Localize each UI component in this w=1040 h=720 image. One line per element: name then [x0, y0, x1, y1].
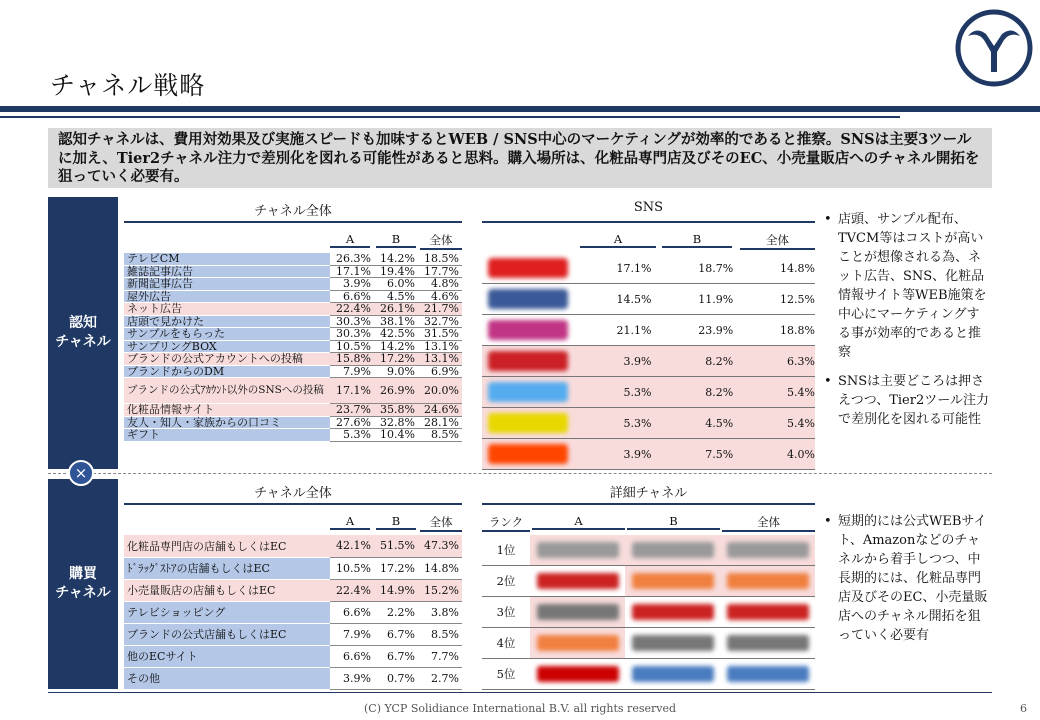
cell-a: 15.8% — [330, 353, 374, 366]
bullet-text: 短期的には公式WEBサイト、Amazonなどのチャネルから着手しつつ、中長期的には、化粧品専門店及びそのEC、小売量販店へのチャネル開拓を狙っていく必要有 — [838, 514, 988, 643]
table-row — [124, 290, 462, 303]
purchase-bullets — [824, 512, 992, 645]
brand-cell — [720, 659, 815, 689]
cell-a: 3.9% — [623, 447, 652, 461]
col-header-b: B — [376, 232, 416, 248]
cell-b: 9.0% — [374, 365, 418, 378]
cell-all: 6.9% — [418, 365, 462, 378]
cell-b: 14.2% — [374, 340, 418, 353]
table-row — [124, 340, 462, 353]
row-label: 友人・知人・家族からの口コミ — [124, 416, 330, 429]
col-header-b: B — [376, 514, 416, 530]
cell-b: 32.8% — [374, 416, 418, 429]
rank-row — [482, 566, 815, 597]
bullet-text: 店頭、サンプル配布、TVCM等はコストが高いことが想像される為、ネット広告、SNS、化粧品情報サイト等WEB施策を中心にマーケティングする事が効率的であると推察 — [838, 212, 987, 360]
cell-a: 14.5% — [616, 292, 652, 306]
rank-label: 5位 — [496, 667, 516, 681]
cell-all: 5.4% — [787, 385, 815, 399]
cell-all: 7.7% — [418, 645, 462, 667]
cell-a: 23.7% — [330, 404, 374, 417]
table-row — [124, 404, 462, 417]
table-row — [124, 579, 462, 601]
cell-all: 17.7% — [418, 265, 462, 278]
pinterest-logo — [488, 351, 568, 371]
brand-cell — [625, 628, 720, 658]
row-label: サンプルをもらった — [124, 328, 330, 341]
target-logo — [537, 573, 619, 589]
reddit-logo — [488, 444, 568, 464]
row-label: ブランドの公式ｱｶｳﾝﾄ以外のSNSへの投稿 — [124, 378, 330, 404]
purchase-overall-table — [124, 535, 462, 690]
bullet-text: SNSは主要どころは押さえつつ、Tier2ツール注力で差別化を図れる可能性 — [838, 374, 989, 427]
sns-row — [482, 377, 815, 408]
heading-rule — [124, 221, 462, 223]
sns-row — [482, 315, 815, 346]
cell-b: 8.2% — [705, 354, 734, 368]
rank-label: 1位 — [496, 543, 516, 557]
row-label: 新聞記事広告 — [124, 278, 330, 291]
brand-cell — [720, 628, 815, 658]
brand-cell — [720, 566, 815, 596]
cell-b: 19.4% — [374, 265, 418, 278]
detail-col-rank: ランク — [482, 514, 530, 532]
title-rule-thin — [0, 116, 900, 118]
cell-a: 30.3% — [330, 328, 374, 341]
brand-cell — [530, 597, 625, 627]
cell-b: 26.1% — [374, 303, 418, 316]
table-row — [124, 265, 462, 278]
sns-col-b: B — [662, 232, 732, 248]
brand-cell — [720, 597, 815, 627]
col-header-a: A — [330, 514, 370, 530]
cross-icon: × — [68, 460, 94, 486]
row-label: テレビCM — [124, 253, 330, 265]
col-header-all: 全体 — [420, 514, 462, 532]
cell-all: 13.1% — [418, 353, 462, 366]
brand-cell — [625, 659, 720, 689]
bullet-dot: • — [824, 514, 832, 529]
youtube-logo — [488, 258, 568, 278]
cell-a: 27.6% — [330, 416, 374, 429]
cell-b: 14.9% — [374, 579, 418, 601]
table-row — [124, 303, 462, 316]
cell-all: 4.0% — [787, 447, 815, 461]
sns-col-a: A — [580, 232, 656, 248]
table-row — [124, 416, 462, 429]
table-row — [124, 253, 462, 265]
cell-b: 4.5% — [374, 290, 418, 303]
sephora-logo — [727, 542, 809, 558]
cell-a: 17.1% — [330, 265, 374, 278]
cell-all: 13.1% — [418, 340, 462, 353]
table-row — [124, 365, 462, 378]
cell-a: 6.6% — [330, 601, 374, 623]
brand-cell — [530, 566, 625, 596]
row-label: ﾄﾞﾗｯｸﾞｽﾄｱの店舗もしくはEC — [124, 557, 330, 579]
row-label: 雑誌記事広告 — [124, 265, 330, 278]
row-label: 化粧品情報サイト — [124, 404, 330, 417]
sns-row — [482, 439, 815, 470]
page-number: 6 — [1020, 702, 1027, 715]
bullet-dot: • — [824, 374, 832, 389]
cell-a: 7.9% — [330, 365, 374, 378]
row-label: ブランドの公式店舗もしくはEC — [124, 623, 330, 645]
cell-a: 10.5% — [330, 340, 374, 353]
amazon-logo — [632, 635, 714, 651]
rank-row — [482, 628, 815, 659]
cell-all: 32.7% — [418, 315, 462, 328]
title-rule — [0, 106, 1040, 112]
cell-all: 14.8% — [418, 557, 462, 579]
heading-rule — [124, 503, 462, 505]
cell-b: 10.4% — [374, 429, 418, 442]
company-logo — [954, 8, 1034, 88]
walmart-logo — [727, 666, 809, 682]
sns-row — [482, 408, 815, 439]
cell-b: 6.0% — [374, 278, 418, 291]
cell-b: 7.5% — [705, 447, 734, 461]
cell-b: 2.2% — [374, 601, 418, 623]
instagram-logo — [488, 320, 568, 340]
cell-b: 42.5% — [374, 328, 418, 341]
cell-all: 5.4% — [787, 416, 815, 430]
section-divider — [48, 473, 992, 474]
cell-a: 26.3% — [330, 253, 374, 265]
cell-all: 3.8% — [418, 601, 462, 623]
awareness-side-label: 認知 チャネル — [48, 197, 118, 469]
cell-all: 47.3% — [418, 535, 462, 557]
detail-heading: 詳細チャネル — [609, 486, 688, 501]
cell-a: 3.9% — [330, 667, 374, 689]
purchase-overall-heading: チャネル全体 — [254, 486, 332, 501]
cell-all: 28.1% — [418, 416, 462, 429]
page-title: チャネル戦略 — [50, 71, 206, 100]
sns-row — [482, 346, 815, 377]
cell-all: 18.5% — [418, 253, 462, 265]
cell-all: 18.8% — [780, 323, 815, 337]
cell-b: 0.7% — [374, 667, 418, 689]
bullet-item — [824, 372, 992, 429]
cell-a: 30.3% — [330, 315, 374, 328]
target-logo — [727, 604, 809, 620]
cell-all: 4.8% — [418, 278, 462, 291]
heading-rule — [482, 221, 815, 223]
bullet-item — [824, 210, 992, 362]
rank-label: 4位 — [496, 636, 516, 650]
twitter-logo — [488, 382, 568, 402]
table-row — [124, 278, 462, 291]
row-label: 他のECサイト — [124, 645, 330, 667]
row-label: 店頭で見かけた — [124, 315, 330, 328]
row-label: ブランドからのDM — [124, 365, 330, 378]
cell-a: 10.5% — [330, 557, 374, 579]
cell-all: 14.8% — [780, 261, 815, 275]
cell-all: 4.6% — [418, 290, 462, 303]
cell-b: 14.2% — [374, 253, 418, 265]
cell-b: 17.2% — [374, 557, 418, 579]
row-label: 屋外広告 — [124, 290, 330, 303]
row-label: 化粧品専門店の店舗もしくはEC — [124, 535, 330, 557]
cell-a: 6.6% — [330, 645, 374, 667]
cell-b: 26.9% — [374, 378, 418, 404]
sns-heading: SNS — [633, 200, 664, 215]
detail-col-all: 全体 — [722, 514, 815, 532]
detail-col-b: B — [627, 514, 720, 530]
brand-cell — [625, 566, 720, 596]
awareness-overall-table — [124, 253, 462, 442]
cell-a: 3.9% — [330, 278, 374, 291]
walmart-logo — [632, 666, 714, 682]
row-label: ブランドの公式アカウントへの投稿 — [124, 353, 330, 366]
cell-a: 5.3% — [623, 385, 652, 399]
table-row — [124, 328, 462, 341]
cell-a: 17.1% — [616, 261, 652, 275]
brand-cell — [530, 659, 625, 689]
table-row — [124, 623, 462, 645]
ulta-logo — [632, 573, 714, 589]
cell-b: 17.2% — [374, 353, 418, 366]
rank-row — [482, 659, 815, 690]
cell-b: 18.7% — [698, 261, 734, 275]
target-logo — [632, 604, 714, 620]
cell-b: 23.9% — [698, 323, 734, 337]
sephora-logo — [632, 542, 714, 558]
row-label: テレビショッピング — [124, 601, 330, 623]
cell-all: 21.7% — [418, 303, 462, 316]
cell-b: 51.5% — [374, 535, 418, 557]
cell-b: 38.1% — [374, 315, 418, 328]
cell-a: 22.4% — [330, 579, 374, 601]
table-row — [124, 378, 462, 404]
copyright: (C) YCP Solidiance International B.V. all rights reserved — [363, 702, 677, 715]
row-label: ネット広告 — [124, 303, 330, 316]
cell-all: 24.6% — [418, 404, 462, 417]
table-row — [124, 353, 462, 366]
rank-row — [482, 597, 815, 628]
row-label: 小売量販店の店舗もしくはEC — [124, 579, 330, 601]
cell-a: 7.9% — [330, 623, 374, 645]
sns-col-all: 全体 — [740, 232, 815, 250]
row-label: その他 — [124, 667, 330, 689]
table-row — [124, 557, 462, 579]
cell-all: 15.2% — [418, 579, 462, 601]
row-label: サンプリングBOX — [124, 340, 330, 353]
cell-all: 8.5% — [418, 623, 462, 645]
rank-label: 3位 — [496, 605, 516, 619]
brand-cell — [530, 628, 625, 658]
purchase-side-label: 購買 チャネル — [48, 479, 118, 689]
cell-all: 2.7% — [418, 667, 462, 689]
table-row — [124, 429, 462, 442]
cell-b: 35.8% — [374, 404, 418, 417]
cell-b: 6.7% — [374, 645, 418, 667]
cell-b: 6.7% — [374, 623, 418, 645]
brand-cell — [625, 535, 720, 565]
row-label: ギフト — [124, 429, 330, 442]
table-row — [124, 601, 462, 623]
summary-box: 認知チャネルは、費用対効果及び実施スピードも加味するとWEB / SNS中心のマーケティングが効率的であると推察。SNSは主要3ツールに加え、Tier2チャネル注力で差別化を図れる可能性があると思料。購入場所は、化粧品専門店及びそのEC、小売量販店へのチャネル開拓を狙っていく必要有。 — [48, 128, 992, 188]
brand-cell — [720, 535, 815, 565]
cvs-logo — [537, 666, 619, 682]
table-row — [124, 667, 462, 689]
cell-a: 6.6% — [330, 290, 374, 303]
sns-row — [482, 253, 815, 284]
awareness-bullets — [824, 210, 992, 429]
cell-all: 12.5% — [780, 292, 815, 306]
cell-all: 8.5% — [418, 429, 462, 442]
cell-a: 22.4% — [330, 303, 374, 316]
sephora-logo — [537, 542, 619, 558]
sns-row — [482, 284, 815, 315]
table-row — [124, 645, 462, 667]
amazon-logo — [727, 635, 809, 651]
cell-a: 5.3% — [623, 416, 652, 430]
cell-b: 11.9% — [698, 292, 734, 306]
cell-a: 21.1% — [616, 323, 652, 337]
cell-all: 6.3% — [787, 354, 815, 368]
facebook-logo — [488, 289, 568, 309]
detail-col-a: A — [532, 514, 625, 530]
col-header-all: 全体 — [420, 232, 462, 250]
cell-a: 3.9% — [623, 354, 652, 368]
cell-all: 31.5% — [418, 328, 462, 341]
col-header-a: A — [330, 232, 370, 248]
rank-label: 2位 — [496, 574, 516, 588]
ulta-logo — [727, 573, 809, 589]
cell-a: 42.1% — [330, 535, 374, 557]
awareness-overall-heading: チャネル全体 — [254, 204, 332, 219]
ulta-logo — [537, 635, 619, 651]
cell-b: 4.5% — [705, 416, 734, 430]
heading-rule — [482, 503, 815, 505]
cell-a: 17.1% — [330, 378, 374, 404]
amazon-logo — [537, 604, 619, 620]
snapchat-logo — [488, 413, 568, 433]
brand-cell — [530, 535, 625, 565]
bullet-item — [824, 512, 992, 645]
footer-rule — [48, 692, 992, 693]
rank-row — [482, 535, 815, 566]
cell-b: 8.2% — [705, 385, 734, 399]
brand-cell — [625, 597, 720, 627]
bullet-dot: • — [824, 212, 832, 227]
cell-all: 20.0% — [418, 378, 462, 404]
table-row — [124, 535, 462, 557]
cell-a: 5.3% — [330, 429, 374, 442]
table-row — [124, 315, 462, 328]
